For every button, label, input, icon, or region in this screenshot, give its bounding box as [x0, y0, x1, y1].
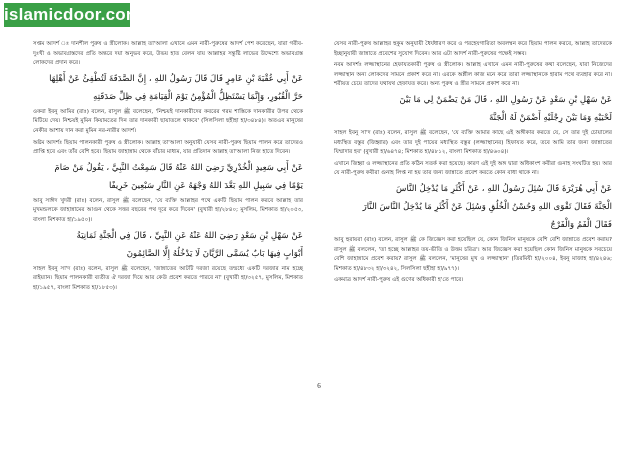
paragraph: সাহল ইবনু সা'দ (রাঃ) বলেন, রাসুল ﷺ বলেছেন, 'যে ব্যক্তি আমার কাছে এই অঙ্গীকার করতে যে, সে তার দুই চোয়ালের মধ্যস্থিত বস্তুর (জিহ্বার) এবং তার দুই পায়ের মধ্যস্থিত বস্তুর (লজ্জাস্থানের) হিফাযত করে, তবে আমি তার জন্য জান্নাতের যিম্মাদার হব' (বুখারী হা/৬৪৭৪; মিশকাত হা/৪৮১২, বাংলা মিশকাত হা/৪৬০৪)।	[334, 129, 612, 156]
page-number: 6	[317, 382, 321, 390]
arabic-hadith-line: يَوْمًا فِي سَبِيلِ اللهِ بَعَّدَ اللهُ وَجْهَهُ عَنِ النَّارِ سَبْعِينَ خَرِيفًا	[108, 180, 303, 191]
paragraph: নবম আদর্শঃ লজ্জাস্থানের হেফাযতকারী পুরুষ ও স্ত্রীলোক। আল্লাহ এখানে এমন নারী-পুরুষের কথা বলেছেন, যারা নিজেদের লজ্জাস্থান অন্য লোকদের সামনে প্রকাশ করে না। এরকে অশ্লীল কাজ মনে করে তারা লজ্জাস্থানকে হারাম পথে ব্যবহার করে না। শরীয়ত চেয়ে তাদের যথাযথ হেফাযত করে। অন্য পুরুষ ও স্ত্রীর সামনে প্রকাশ করে না।	[334, 62, 612, 88]
paragraph: ওকবা ইবনু আমির (রাঃ) বলেন, রাসুল ﷺ বলেছেন, 'নিশ্চয়ই দানকারীদের কবরের গরম শাস্তিকে দানকারীর উপর থেকে মিটিয়ে দেয়। নিশ্চয়ই মুমিন কিয়ামতের দিন তার দানকারী ছায়াতলে থাকবে' (সিলসিলা ছহীহা হা/৩৪৮৪)। অতএব মানুষের নেকীর আশায় দান করা মুমিন নর-নারীর আদর্শ।	[33, 108, 303, 134]
arabic-hadith-line: حَرَّ الْقُبُورِ، وَإِنَّمَا يَسْتَظِلُّ الْمُؤْمِنُ يَوْمَ الْقِيَامَةِ فِي ظِلِّ صَدَقَتِهِ	[93, 91, 303, 102]
paragraph: আবু সাঈদ খুদরী (রাঃ) বলেন, রাসুল ﷺ বলেছেন, 'যে ব্যক্তি আল্লাহর পথে একটি ছিয়াম পালন করবে আল্লাহ তার মুখমন্ডলকে জাহান্নামের আগুন থেকে সত্তর বছরের পথ দূরে করে দিবেন' (বুখারী হা/২৮৪০; মুসলিম, মিশকাত হা/২০৫৩, বাংলা মিশকাত হা/১৯৫০)।	[33, 197, 303, 223]
paragraph: একমাত্র আদর্শ নারী-পুরুষ এই গুণের অধিকারী হ'তে পারে।	[334, 277, 464, 284]
arabic-hadith-line: الْجَنَّةَ فَقَالَ تَقْوَى اللهِ وَحُسْنُ الْخُلُقِ وَسُئِلَ عَنْ أَكْثَرِ مَا يُدْخِلُ النَّاسَ النَّارَ	[362, 201, 612, 212]
site-banner[interactable]: islamicdoor.com	[4, 3, 130, 27]
arabic-hadith-line: فَقَالَ الْفَمُ وَالْفَرْجُ	[550, 219, 612, 230]
arabic-hadith-line: عَنْ أَبِي عُقْبَةَ بْنِ عَامِرٍ قَالَ قَالَ رَسُولُ اللهِ ، إِنَّ الصَّدَقَةَ لَتُطْفِئُ عَنْ أَهْلِهَا	[49, 73, 303, 84]
paragraph: যেসব নারী-পুরুষ আল্লাহর হুকুম অনুযায়ী ধৈর্যধারণ করে ও পরহেযগারিতা অবলম্বন করে ছিয়াম পালন করবে, আল্লাহ তাদেরকে ইচ্ছানুযায়ী জান্নাতে প্রবেশের সুযোগ দিবেন। আর এটা আদর্শ নারী-পুরুষের পক্ষেই সম্ভব।	[334, 41, 612, 57]
arabic-hadith-line: عَنْ أَبِي هُرَيْرَةَ قَالَ سُئِلَ رَسُولُ اللهِ ، عَنْ أَكْثَرِ مَا يُدْخِلُ النَّاسَ	[396, 183, 612, 194]
arabic-hadith-line: عَنْ سَهْلِ بْنِ سَعْدٍ عَنْ رَسُولِ اللهِ ، قَالَ مَنْ يَضْمَنْ لِي مَا بَيْنَ	[399, 94, 612, 105]
paragraph: সাহল ইবনু সা'দ (রাঃ) বলেন, রাসুল ﷺ বলেছেন, 'জান্নাতের আটটি দরজা রয়েছে তন্মধ্যে একটি দরজার নাম হচ্ছে রাইয়্যান। ছিয়াম পালনকারী ব্যতীত ঐ দরজা দিয়ে আর কেউ প্রবেশ করতে পারবে না' (বুখারী হা/৩২৫৭, মুসলিম, মিশকাত হা/১৯৫৭, বাংলা মিশকাত হা/১৮৫৩)।	[33, 265, 303, 291]
paragraph: সপ্তম আদর্শ ঃ দানশীল পুরুষ ও স্ত্রীলোক। আল্লাহ তা'আলা এখানে এমন নারী-পুরুষের আদর্শ পেশ করেছেন, যারা গরীব-দুঃখী ও অভাবগ্রস্তদের প্রতি অন্তরে দয়া অনুভব করে, উভয় হাত বেলন যায় আল্লাহর সন্তুষ্টি লাভের উদ্দেশ্যে অভাবগ্রস্ত লোকদের প্রদান করে।	[33, 41, 303, 67]
right-column	[334, 40, 612, 288]
arabic-hadith-line: عَنْ سَهْلِ بْنِ سَعْدٍ رَضِيَ اللهُ عَنْهُ عَنِ النَّبِيِّ ، قَالَ فِي الْجَنَّةِ ثَمَانِيَةُ	[76, 230, 303, 241]
arabic-hadith-line: لَحْيَيْهِ وَمَا بَيْنَ رِجْلَيْهِ أَضْمَنْ لَهُ الْجَنَّةَ	[489, 112, 612, 123]
paragraph: আবু হুরায়রা (রাঃ) বলেন, রাসুল ﷺ কে জিজ্ঞেস করা হয়েছিল যে, কোন জিনিস মানুষকে বেশি বেশি জান্নাতে প্রবেশ করায়? রাসুল ﷺ বললেন, 'তা হচ্ছে আল্লাহর তয়-ভীতি ও উত্তম চরিত্র'। আর জিজ্ঞেস করা হয়েছিল কোন জিনিস মানুষকে সবচেয়ে বেশি জাহান্নামে প্রবেশ করায়? রাসুল ﷺ বললেন, 'মানুষের মুখ ও লজ্জাস্থান' (তিরমিযী হা/২০০৪, ইবনু মাজাহ হা/৪২৪৬; মিশকাত হা/৪৮৩২ হা/৩২৪২, সিলসিলা ছহীহা হা/৯৭৭)।	[334, 236, 612, 272]
paragraph: এখানে জিহ্বা ও লজ্জাস্থানের প্রতি কঠিন সতর্ক করা হয়েছে। কারণ এই দুই অঙ্গ দ্বারা অধিকাংশ কবীরা গুনাহ সংঘটিত হয়। আর যে নারী-পুরুষ কবীরা গুনাহ লিপ্ত না হয় তার জন্য জান্নাতে প্রবেশ করতে কোন বাধা থাকে না।	[334, 160, 612, 177]
left-column	[33, 40, 303, 295]
arabic-hadith-line: عَنْ أَبِي سَعِيدٍ الْخُدْرِيِّ رَضِيَ اللهُ عَنْهُ قَالَ سَمِعْتُ النَّبِيَّ ، يَقُولُ مَنْ صَامَ	[54, 162, 303, 173]
paragraph: অষ্টম আদর্শঃ ছিয়াম পালনকারী পুরুষ ও স্ত্রীলোক। আল্লাহ তা'আলা অনুযায়ী যেসব নারী-পুরুষ ছিয়াম পালন করে তাদেরও প্রাপ্তি হবে এবং তাঁর বেশি হবে। ছিয়াম জাহান্নাম থেকে বাঁচার মাধ্যম, যার প্রতিদান আল্লাহ তা'আলা নিজ হাতে দিবেন।	[33, 139, 303, 156]
arabic-hadith-line: أَبْوَابٍ فِيهَا بَابٌ يُسَمَّى الرَّيَّانَ لَا يَدْخُلُهُ إِلَّا الصَّائِمُونَ	[126, 248, 303, 259]
